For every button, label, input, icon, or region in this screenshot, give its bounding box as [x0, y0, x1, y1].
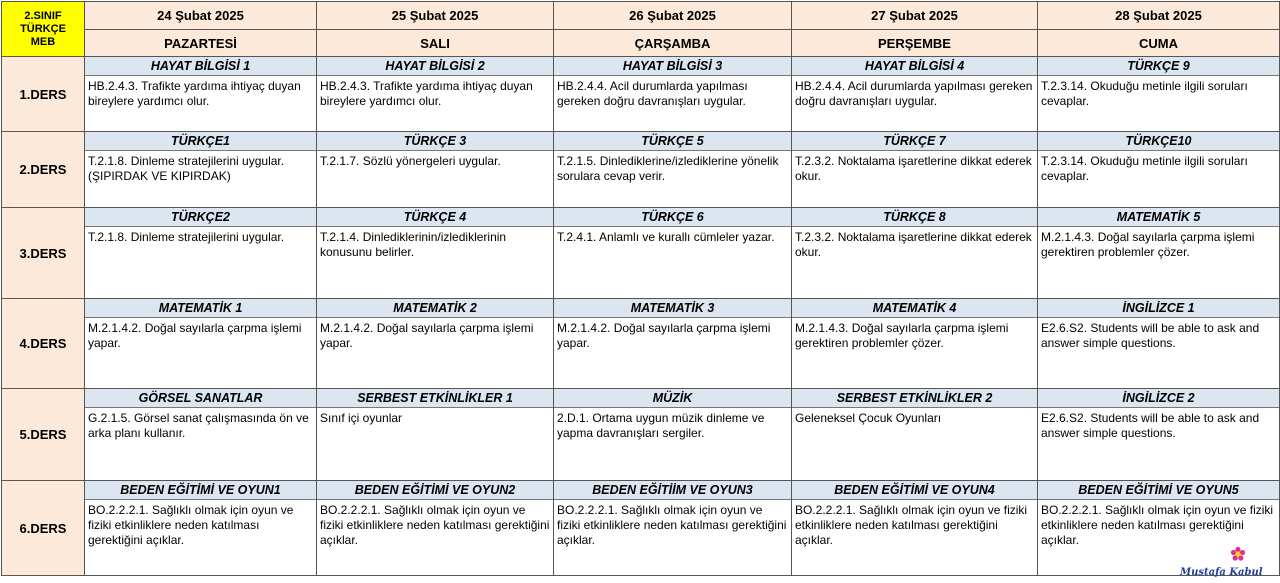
lesson-label: 2.DERS [2, 132, 85, 208]
learning-objective: T.2.1.5. Dinlediklerine/izlediklerine yönelik sorulara cevap verir. [557, 154, 779, 183]
lesson-label: 4.DERS [2, 299, 85, 389]
subject-title: BEDEN EĞİTİİM VE OYUN3 [554, 481, 791, 500]
lesson-cell [554, 57, 792, 132]
learning-objective: BO.2.2.2.1. Sağlıklı olmak için oyun ve fiziki etkinliklere neden katılması gerektiğini açıklar. [557, 503, 787, 547]
subject-title: MATEMATİK 4 [792, 299, 1037, 318]
subject-title: TÜRKÇE1 [85, 132, 316, 151]
subject-title: BEDEN EĞİTİMİ VE OYUN4 [792, 481, 1037, 500]
learning-objective: G.2.1.5. Görsel sanat çalışmasında ön ve arka planı kullanır. [88, 411, 309, 440]
date-row [2, 2, 1280, 30]
lesson-row [2, 132, 1280, 208]
lesson-cell [317, 132, 554, 208]
subject-title: HAYAT BİLGİSİ 1 [85, 57, 316, 76]
day-header: PAZARTESİ [85, 30, 317, 57]
subject-title: SERBEST ETKİNLİKLER 2 [792, 389, 1037, 408]
flower-icon [1230, 546, 1246, 562]
lesson-cell [792, 132, 1038, 208]
author-signature [1180, 546, 1272, 580]
learning-objective: T.2.1.8. Dinleme stratejilerini uygular. [88, 230, 285, 244]
lesson-row [2, 57, 1280, 132]
lesson-cell [1038, 132, 1280, 208]
class-source: MEB [30, 35, 56, 48]
lesson-cell [554, 132, 792, 208]
learning-objective: HB.2.4.3. Trafikte yardıma ihtiyaç duyan bireylere yardımcı olur. [320, 79, 533, 108]
learning-objective: T.2.4.1. Anlamlı ve kurallı cümleler yazar. [557, 230, 775, 244]
lesson-cell [85, 299, 317, 389]
subject-title: MATEMATİK 1 [85, 299, 316, 318]
day-header: ÇARŞAMBA [554, 30, 792, 57]
learning-objective: T.2.3.14. Okuduğu metinle ilgili soruları cevaplar. [1041, 79, 1248, 108]
subject-title: MATEMATİK 2 [317, 299, 553, 318]
subject-title: BEDEN EĞİTİMİ VE OYUN2 [317, 481, 553, 500]
lesson-cell [792, 208, 1038, 299]
lesson-cell [1038, 208, 1280, 299]
lesson-label: 3.DERS [2, 208, 85, 299]
learning-objective: M.2.1.4.3. Doğal sayılarla çarpma işlemi gerektiren problemler çözer. [795, 321, 1009, 350]
date-header: 28 Şubat 2025 [1038, 2, 1280, 30]
learning-objective: Geleneksel Çocuk Oyunları [795, 411, 942, 425]
lesson-row [2, 208, 1280, 299]
learning-objective: T.2.1.8. Dinleme stratejilerini uygular.(ŞIPIRDAK VE KIPIRDAK) [88, 154, 285, 183]
date-header: 26 Şubat 2025 [554, 2, 792, 30]
subject-title: BEDEN EĞİTİMİ VE OYUN5 [1038, 481, 1279, 500]
weekly-lesson-plan-table [1, 1, 1280, 576]
lesson-cell [554, 299, 792, 389]
lesson-cell [85, 57, 317, 132]
subject-title: HAYAT BİLGİSİ 4 [792, 57, 1037, 76]
day-header: PERŞEMBE [792, 30, 1038, 57]
subject-title: TÜRKÇE 7 [792, 132, 1037, 151]
learning-objective: Sınıf içi oyunlar [320, 411, 403, 425]
subject-title: İNGİLİZCE 1 [1038, 299, 1279, 318]
learning-objective: BO.2.2.2.1. Sağlıklı olmak için oyun ve fiziki etkinliklere neden katılması gerektiğini açıklar. [795, 503, 1028, 547]
day-header: CUMA [1038, 30, 1280, 57]
learning-objective: M.2.1.4.2. Doğal sayılarla çarpma işlemi yapar. [320, 321, 534, 350]
lesson-cell [792, 389, 1038, 481]
lesson-cell [317, 299, 554, 389]
learning-objective: HB.2.4.3. Trafikte yardıma ihtiyaç duyan bireylere yardımcı olur. [88, 79, 301, 108]
signature-text: Mustafa Kabul [1180, 567, 1263, 578]
subject-title: GÖRSEL SANATLAR [85, 389, 316, 408]
lesson-cell [85, 208, 317, 299]
subject-title: TÜRKÇE 5 [554, 132, 791, 151]
learning-objective: HB.2.4.4. Acil durumlarda yapılması gereken doğru davranışları uygular. [795, 79, 1033, 108]
lesson-cell [85, 481, 317, 576]
learning-objective: E2.6.S2. Students will be able to ask and answer simple questions. [1041, 411, 1260, 440]
lesson-cell [792, 481, 1038, 576]
lesson-label: 1.DERS [2, 57, 85, 132]
lesson-cell [792, 57, 1038, 132]
subject-title: SERBEST ETKİNLİKLER 1 [317, 389, 553, 408]
lesson-row [2, 481, 1280, 576]
learning-objective: T.2.1.4. Dinlediklerinin/izlediklerinin konusunu belirler. [320, 230, 507, 259]
learning-objective: BO.2.2.2.1. Sağlıklı olmak için oyun ve fiziki etkinliklere neden katılması gerektiğini açıklar. [88, 503, 294, 547]
learning-objective: E2.6.S2. Students will be able to ask and answer simple questions. [1041, 321, 1260, 350]
subject-title: HAYAT BİLGİSİ 3 [554, 57, 791, 76]
subject-title: HAYAT BİLGİSİ 2 [317, 57, 553, 76]
lesson-cell [317, 57, 554, 132]
learning-objective: M.2.1.4.2. Doğal sayılarla çarpma işlemi yapar. [557, 321, 771, 350]
lesson-cell [85, 389, 317, 481]
date-header: 25 Şubat 2025 [317, 2, 554, 30]
subject-title: MATEMATİK 5 [1038, 208, 1279, 227]
class-info-cell [2, 2, 85, 57]
subject-title: MATEMATİK 3 [554, 299, 791, 318]
subject-title: TÜRKÇE 4 [317, 208, 553, 227]
learning-objective: T.2.3.2. Noktalama işaretlerine dikkat ederek okur. [795, 154, 1032, 183]
learning-objective: M.2.1.4.3. Doğal sayılarla çarpma işlemi gerektiren problemler çözer. [1041, 230, 1255, 259]
class-subject: TÜRKÇE [20, 22, 66, 35]
learning-objective: T.2.1.7. Sözlü yönergeleri uygular. [320, 154, 501, 168]
lesson-cell [554, 389, 792, 481]
learning-objective: T.2.3.2. Noktalama işaretlerine dikkat ederek okur. [795, 230, 1032, 259]
subject-title: BEDEN EĞİTİMİ VE OYUN1 [85, 481, 316, 500]
subject-title: İNGİLİZCE 2 [1038, 389, 1279, 408]
lesson-cell [317, 208, 554, 299]
lesson-cell [85, 132, 317, 208]
lesson-cell [554, 208, 792, 299]
lesson-cell [1038, 389, 1280, 481]
subject-title: TÜRKÇE 3 [317, 132, 553, 151]
lesson-cell [554, 481, 792, 576]
lesson-cell [792, 299, 1038, 389]
subject-title: TÜRKÇE 8 [792, 208, 1037, 227]
lesson-cell [1038, 299, 1280, 389]
date-header: 27 Şubat 2025 [792, 2, 1038, 30]
day-row [2, 30, 1280, 57]
lesson-row [2, 389, 1280, 481]
lesson-cell [1038, 57, 1280, 132]
learning-objective: BO.2.2.2.1. Sağlıklı olmak için oyun ve fiziki etkinliklere neden katılması gerektiğini açıklar. [320, 503, 550, 547]
subject-title: TÜRKÇE10 [1038, 132, 1279, 151]
subject-title: TÜRKÇE 6 [554, 208, 791, 227]
learning-objective: T.2.3.14. Okuduğu metinle ilgili soruları cevaplar. [1041, 154, 1248, 183]
learning-objective: HB.2.4.4. Acil durumlarda yapılması gereken doğru davranışları uygular. [557, 79, 748, 108]
learning-objective: M.2.1.4.2. Doğal sayılarla çarpma işlemi yapar. [88, 321, 302, 350]
lesson-row [2, 299, 1280, 389]
subject-title: TÜRKÇE 9 [1038, 57, 1279, 76]
learning-objective: 2.D.1. Ortama uygun müzik dinleme ve yapma davranışları sergiler. [557, 411, 765, 440]
date-header: 24 Şubat 2025 [85, 2, 317, 30]
learning-objective: BO.2.2.2.1. Sağlıklı olmak için oyun ve fiziki etkinliklere neden katılması gerektiğini açıklar. [1041, 503, 1274, 547]
lesson-label: 5.DERS [2, 389, 85, 481]
day-header: SALI [317, 30, 554, 57]
lesson-cell [317, 389, 554, 481]
lesson-label: 6.DERS [2, 481, 85, 576]
subject-title: TÜRKÇE2 [85, 208, 316, 227]
class-grade: 2.SINIF [24, 9, 62, 22]
lesson-cell [317, 481, 554, 576]
subject-title: MÜZİK [554, 389, 791, 408]
